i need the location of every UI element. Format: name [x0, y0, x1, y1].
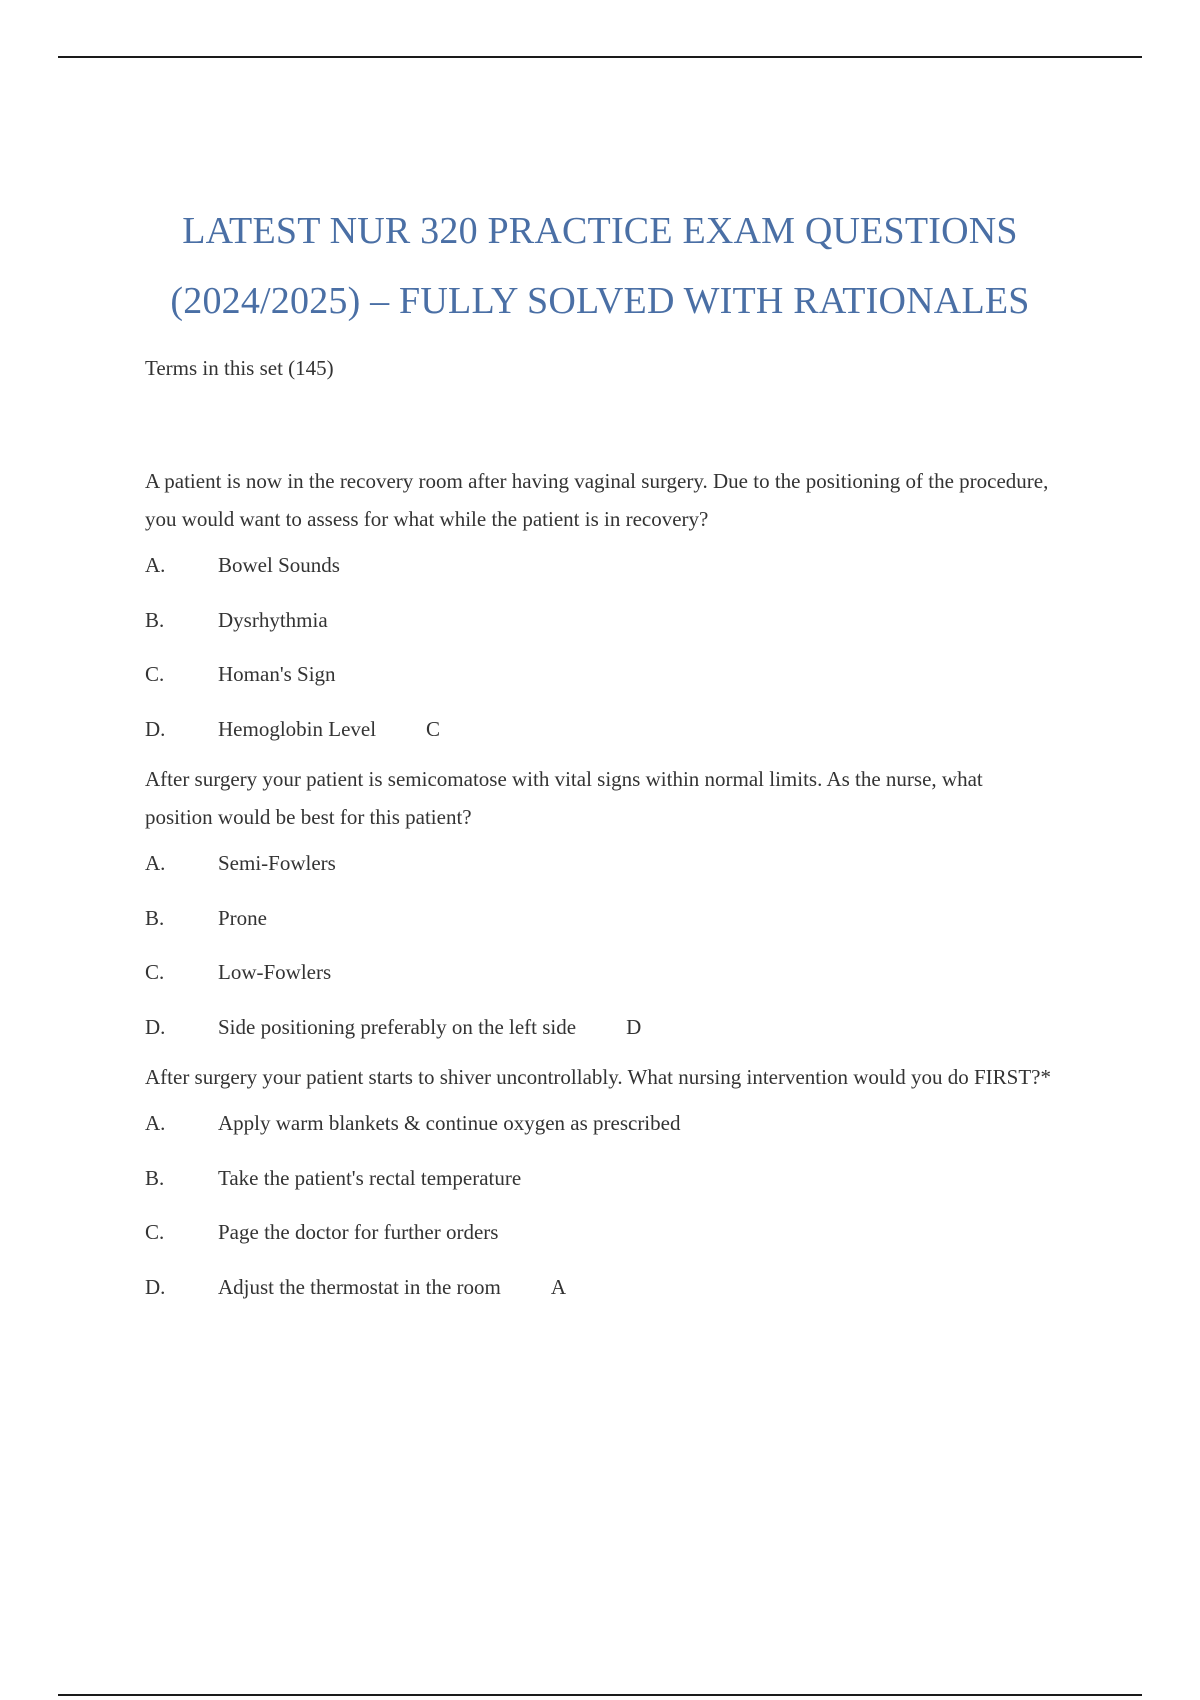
option-letter: B. — [145, 607, 165, 632]
option-c — [145, 1217, 1065, 1247]
option-text: Take the patient's rectal temperature — [218, 1165, 522, 1190]
option-c — [145, 957, 1065, 987]
question-list — [145, 462, 1065, 1326]
question-1 — [145, 462, 1065, 744]
option-b — [145, 605, 1065, 635]
option-d — [145, 714, 1065, 744]
option-a — [145, 1108, 1065, 1138]
option-text: Dysrhythmia — [218, 607, 328, 632]
title-line-2: (2024/2025) – FULLY SOLVED WITH RATIONALES — [170, 280, 1030, 322]
option-letter: B. — [145, 905, 165, 930]
question-2 — [145, 760, 1065, 1042]
option-letter: A. — [145, 851, 166, 875]
option-d — [145, 1012, 1065, 1042]
option-letter: C. — [145, 960, 165, 984]
option-letter: A. — [145, 1111, 166, 1135]
question-stem: After surgery your patient is semicomatose with vital signs within normal limits. As the nurse, what position would be best for this patient? — [145, 767, 983, 829]
option-a — [145, 550, 1065, 580]
option-letter: C. — [145, 662, 165, 686]
option-letter: D. — [145, 1274, 166, 1299]
answer-key: A — [550, 1274, 567, 1299]
option-letter: D. — [145, 716, 166, 741]
terms-count: Terms in this set (145) — [145, 356, 334, 380]
option-b — [145, 903, 1065, 933]
option-text: Semi-Fowlers — [218, 851, 336, 875]
option-b — [145, 1163, 1065, 1193]
answer-key: D — [626, 1014, 642, 1039]
option-text: Apply warm blankets & continue oxygen as prescribed — [218, 1111, 681, 1135]
option-letter: D. — [145, 1014, 166, 1039]
bottom-rule — [58, 1694, 1142, 1696]
question-stem: A patient is now in the recovery room after having vaginal surgery. Due to the positioning of the procedure, you would want to assess for what while the patient is in recovery? — [145, 469, 1049, 531]
option-letter: B. — [145, 1165, 165, 1190]
option-text: Low-Fowlers — [218, 960, 332, 984]
option-text: Hemoglobin Level — [218, 716, 377, 741]
option-c — [145, 659, 1065, 689]
option-letter: C. — [145, 1220, 165, 1244]
option-d — [145, 1272, 1065, 1302]
top-rule — [58, 56, 1142, 58]
option-text: Bowel Sounds — [218, 553, 340, 577]
question-3 — [145, 1058, 1065, 1302]
option-text: Adjust the thermostat in the room — [218, 1274, 501, 1299]
option-text: Prone — [218, 905, 267, 930]
title-line-1: LATEST NUR 320 PRACTICE EXAM QUESTIONS — [182, 210, 1018, 252]
answer-key: C — [426, 716, 441, 741]
option-text: Page the doctor for further orders — [218, 1220, 499, 1244]
option-letter: A. — [145, 553, 166, 577]
option-a — [145, 848, 1065, 878]
option-text: Side positioning preferably on the left side — [218, 1014, 577, 1039]
document-title — [120, 196, 1080, 336]
question-stem: After surgery your patient starts to shiver uncontrollably. What nursing intervention would you do FIRST?* — [145, 1065, 1051, 1089]
option-text: Homan's Sign — [218, 662, 336, 686]
